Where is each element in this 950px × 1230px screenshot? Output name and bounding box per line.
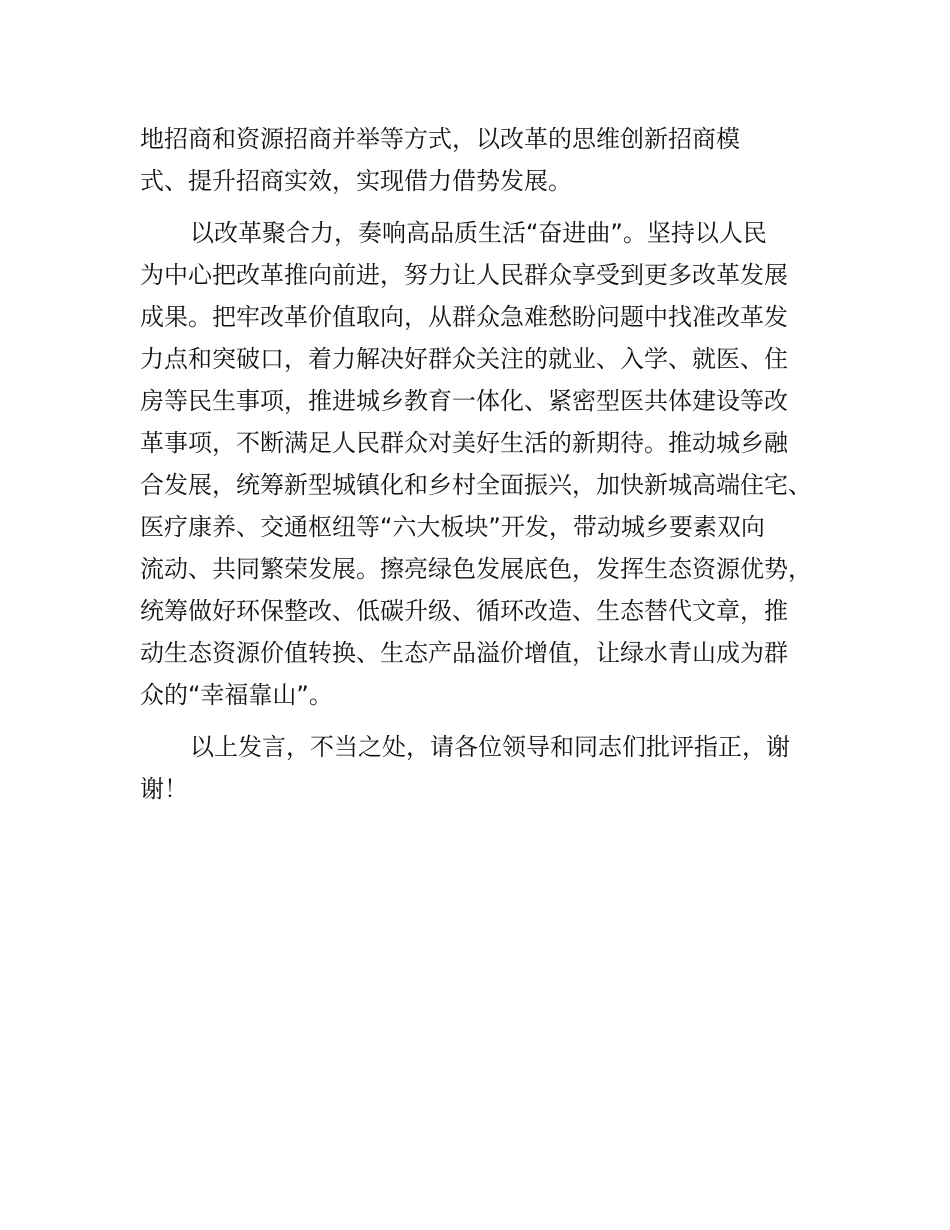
text-line: 式、提升招商实效，实现借力借势发展。 [140, 167, 572, 195]
text-line-first: 以改革聚合力，奏响高品质生活“奋进曲”。坚持以人民 [190, 219, 767, 247]
text-line: 众的“幸福靠山”。 [140, 681, 333, 709]
document-body [140, 118, 830, 810]
paragraph-reform-livelihood [140, 212, 830, 716]
text-line: 成果。把牢改革价值取向，从群众急难愁盼问题中找准改革发 [140, 303, 788, 331]
text-line: 为中心把改革推向前进，努力让人民群众享受到更多改革发展 [140, 261, 788, 289]
text-line: 动生态资源价值转换、生态产品溢价增值，让绿水青山成为群 [140, 639, 788, 667]
text-line: 流动、共同繁荣发展。擦亮绿色发展底色，发挥生态资源优势， [140, 555, 812, 583]
text-line: 医疗康养、交通枢纽等“六大板块”开发，带动城乡要素双向 [140, 513, 765, 541]
text-line: 地招商和资源招商并举等方式，以改革的思维创新招商模 [140, 125, 740, 153]
paragraph-continuation [140, 118, 830, 202]
paragraph-spacer [140, 202, 830, 212]
text-line: 力点和突破口，着力解决好群众关注的就业、入学、就医、住 [140, 345, 788, 373]
text-line: 合发展，统筹新型城镇化和乡村全面振兴，加快新城高端住宅、 [140, 471, 812, 499]
text-line: 房等民生事项，推进城乡教育一体化、紧密型医共体建设等改 [140, 387, 788, 415]
paragraph-closing-remarks [140, 726, 830, 810]
text-line-first: 以上发言，不当之处，请各位领导和同志们批评指正，谢 [190, 733, 790, 761]
text-line: 谢！ [140, 775, 188, 803]
text-line: 革事项，不断满足人民群众对美好生活的新期待。推动城乡融 [140, 429, 788, 457]
text-line: 统筹做好环保整改、低碳升级、循环改造、生态替代文章，推 [140, 597, 788, 625]
paragraph-spacer [140, 716, 830, 726]
